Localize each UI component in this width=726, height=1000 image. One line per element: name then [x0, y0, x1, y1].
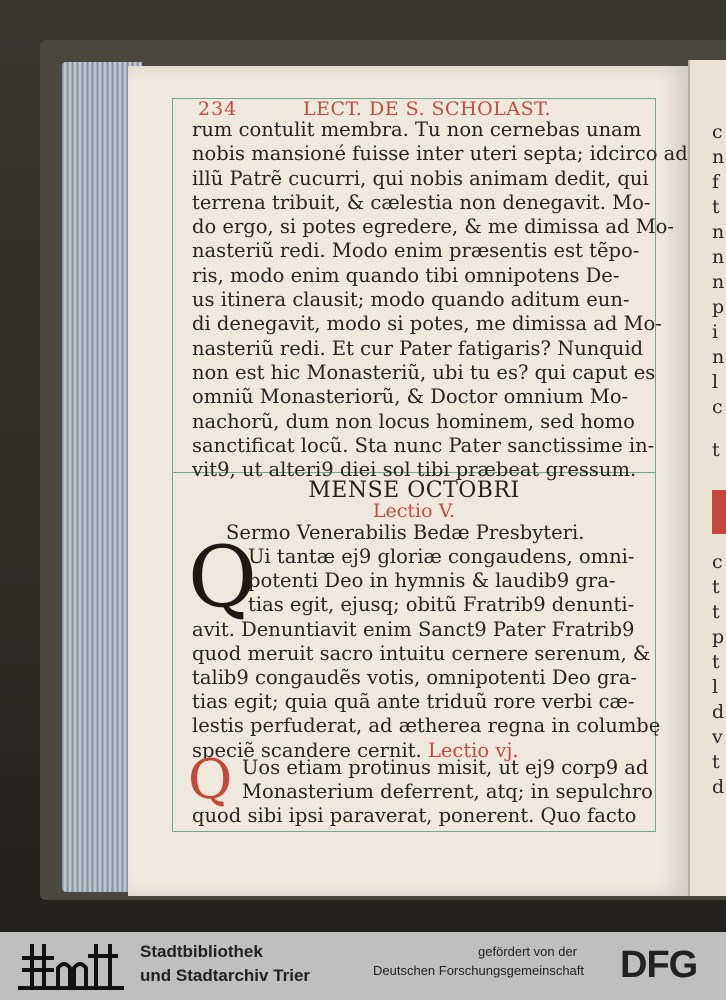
- text-line: ris, modo enim quando tibi omnipotens De-: [192, 263, 620, 287]
- facing-page-letter: n: [712, 246, 725, 268]
- facing-page-letter: c: [712, 121, 723, 143]
- dfg-logo: DFG: [620, 944, 698, 986]
- text-line: tias egit, ejusq; obitũ Fratrib9 denunti-: [248, 593, 635, 617]
- lectio-5-heading: Lectio V.: [372, 500, 456, 522]
- text-line: di denegavit, modo si potes, me dimissa ad Mo-: [192, 312, 662, 336]
- text-line: Ui tantæ ej9 gloriæ congaudens, omni-: [248, 545, 635, 568]
- text-line: nachorũ, dum non locus hominem, sed homo: [192, 409, 635, 433]
- text-line-end: speciẽ scandere cernit.: [192, 738, 422, 762]
- lectio-6-heading: Lectio vj.: [427, 738, 519, 762]
- text-line: quod meruit sacro intuitu cernere serenum, &: [192, 641, 651, 665]
- text-block-top: [192, 118, 688, 482]
- facing-page-letter: t: [712, 651, 720, 673]
- facing-page-letter: v: [712, 726, 723, 748]
- facing-page-letter: t: [712, 196, 720, 218]
- text-line: nasteriũ redi. Et cur Pater fatigaris? Nunquid: [192, 336, 644, 360]
- text-block-lectio-5: [192, 545, 661, 763]
- text-block-lectio-6: [192, 756, 656, 829]
- facing-page-red-initial: [712, 490, 726, 534]
- funding-line2: Deutschen Forschungsgemeinschaft: [373, 963, 585, 978]
- text-line: nasteriũ redi. Modo enim præsentis est tẽpo-: [192, 239, 640, 263]
- facing-page-letter: c: [712, 551, 723, 573]
- facing-page-letter: t: [712, 439, 720, 461]
- facing-page-letter: n: [712, 346, 725, 368]
- funding-line1: gefördert von der: [478, 944, 578, 959]
- text-line: do ergo, si potes egredere, & me dimissa ad Mo-: [192, 215, 674, 239]
- text-line: rum contulit membra. Tu non cernebas unam: [192, 118, 642, 141]
- text-line: Monasterium deferrent, atq; in sepulchro: [242, 780, 653, 804]
- text-line: omniũ Monasteriorũ, & Doctor omnium Mo-: [192, 385, 629, 409]
- text-line: tias egit; quia quã ante triduũ rore verbi cæ-: [192, 690, 635, 714]
- text-line: nobis mansioné fuisse inter uteri septa; idcirco ad: [192, 142, 688, 166]
- text-line: quod sibi ipsi paraverat, ponerent. Quo facto: [192, 804, 637, 828]
- facing-page-letter: f: [712, 171, 720, 193]
- sermo-line: Sermo Venerabilis Bedæ Presbyteri.: [226, 521, 585, 544]
- facing-page-letter: d: [712, 776, 725, 798]
- text-line: lestis perfuderat, ad ætherea regna in columbę: [192, 714, 661, 738]
- facing-page-letter: d: [712, 701, 725, 723]
- text-line: illũ Patrẽ cucurri, qui nobis animam dedit, qui: [192, 166, 649, 190]
- facing-page-letter: p: [712, 626, 725, 648]
- facing-page-letter: n: [712, 221, 725, 243]
- facing-page-letter: n: [712, 146, 725, 168]
- facing-page-letter: n: [712, 271, 725, 293]
- library-logo-icon: [18, 940, 128, 992]
- facing-page-letter: p: [712, 296, 725, 318]
- text-line: terrena tribuit, & cælestia non denegavit. Mo-: [192, 190, 651, 214]
- text-line: non est hic Monasteriũ, ubi tu es? qui caput es: [192, 360, 656, 384]
- facing-page-letter: t: [712, 751, 720, 773]
- initial-q-red: Q: [188, 748, 233, 811]
- text-line: vit9, ut alteri9 diei sol tibi præbeat gressum.: [192, 458, 637, 482]
- facing-page-letter: l: [712, 676, 719, 698]
- text-line: us itinera clausit; modo quando aditum eun-: [192, 288, 630, 312]
- library-name-line2: und Stadtarchiv Trier: [140, 966, 311, 985]
- page-number: 234: [198, 98, 238, 120]
- text-line: Uos etiam protinus misit, ut ej9 corp9 ad: [242, 756, 649, 779]
- text-line: sanctificat locũ. Sta nunc Pater sanctissime in-: [192, 433, 655, 457]
- facing-page-letter: t: [712, 601, 720, 623]
- facing-page-letter: c: [712, 396, 723, 418]
- text-line: potenti Deo in hymnis & laudib9 gra-: [248, 569, 616, 593]
- facing-page-letter: t: [712, 576, 720, 598]
- section-heading: MENSE OCTOBRI: [308, 478, 520, 503]
- initial-q-black: Q: [188, 528, 257, 626]
- text-line: avit. Denuntiavit enim Sanct9 Pater Fratrib9: [192, 617, 635, 641]
- text-line: talib9 congaudẽs votis, omnipotenti Deo gra-: [192, 666, 637, 690]
- library-name-line1: Stadtbibliothek: [140, 942, 263, 961]
- facing-page-letter: i: [712, 321, 719, 343]
- running-title: LECT. DE S. SCHOLAST.: [303, 98, 552, 120]
- footer-bar: [0, 932, 726, 1000]
- facing-page-letter: l: [712, 371, 719, 393]
